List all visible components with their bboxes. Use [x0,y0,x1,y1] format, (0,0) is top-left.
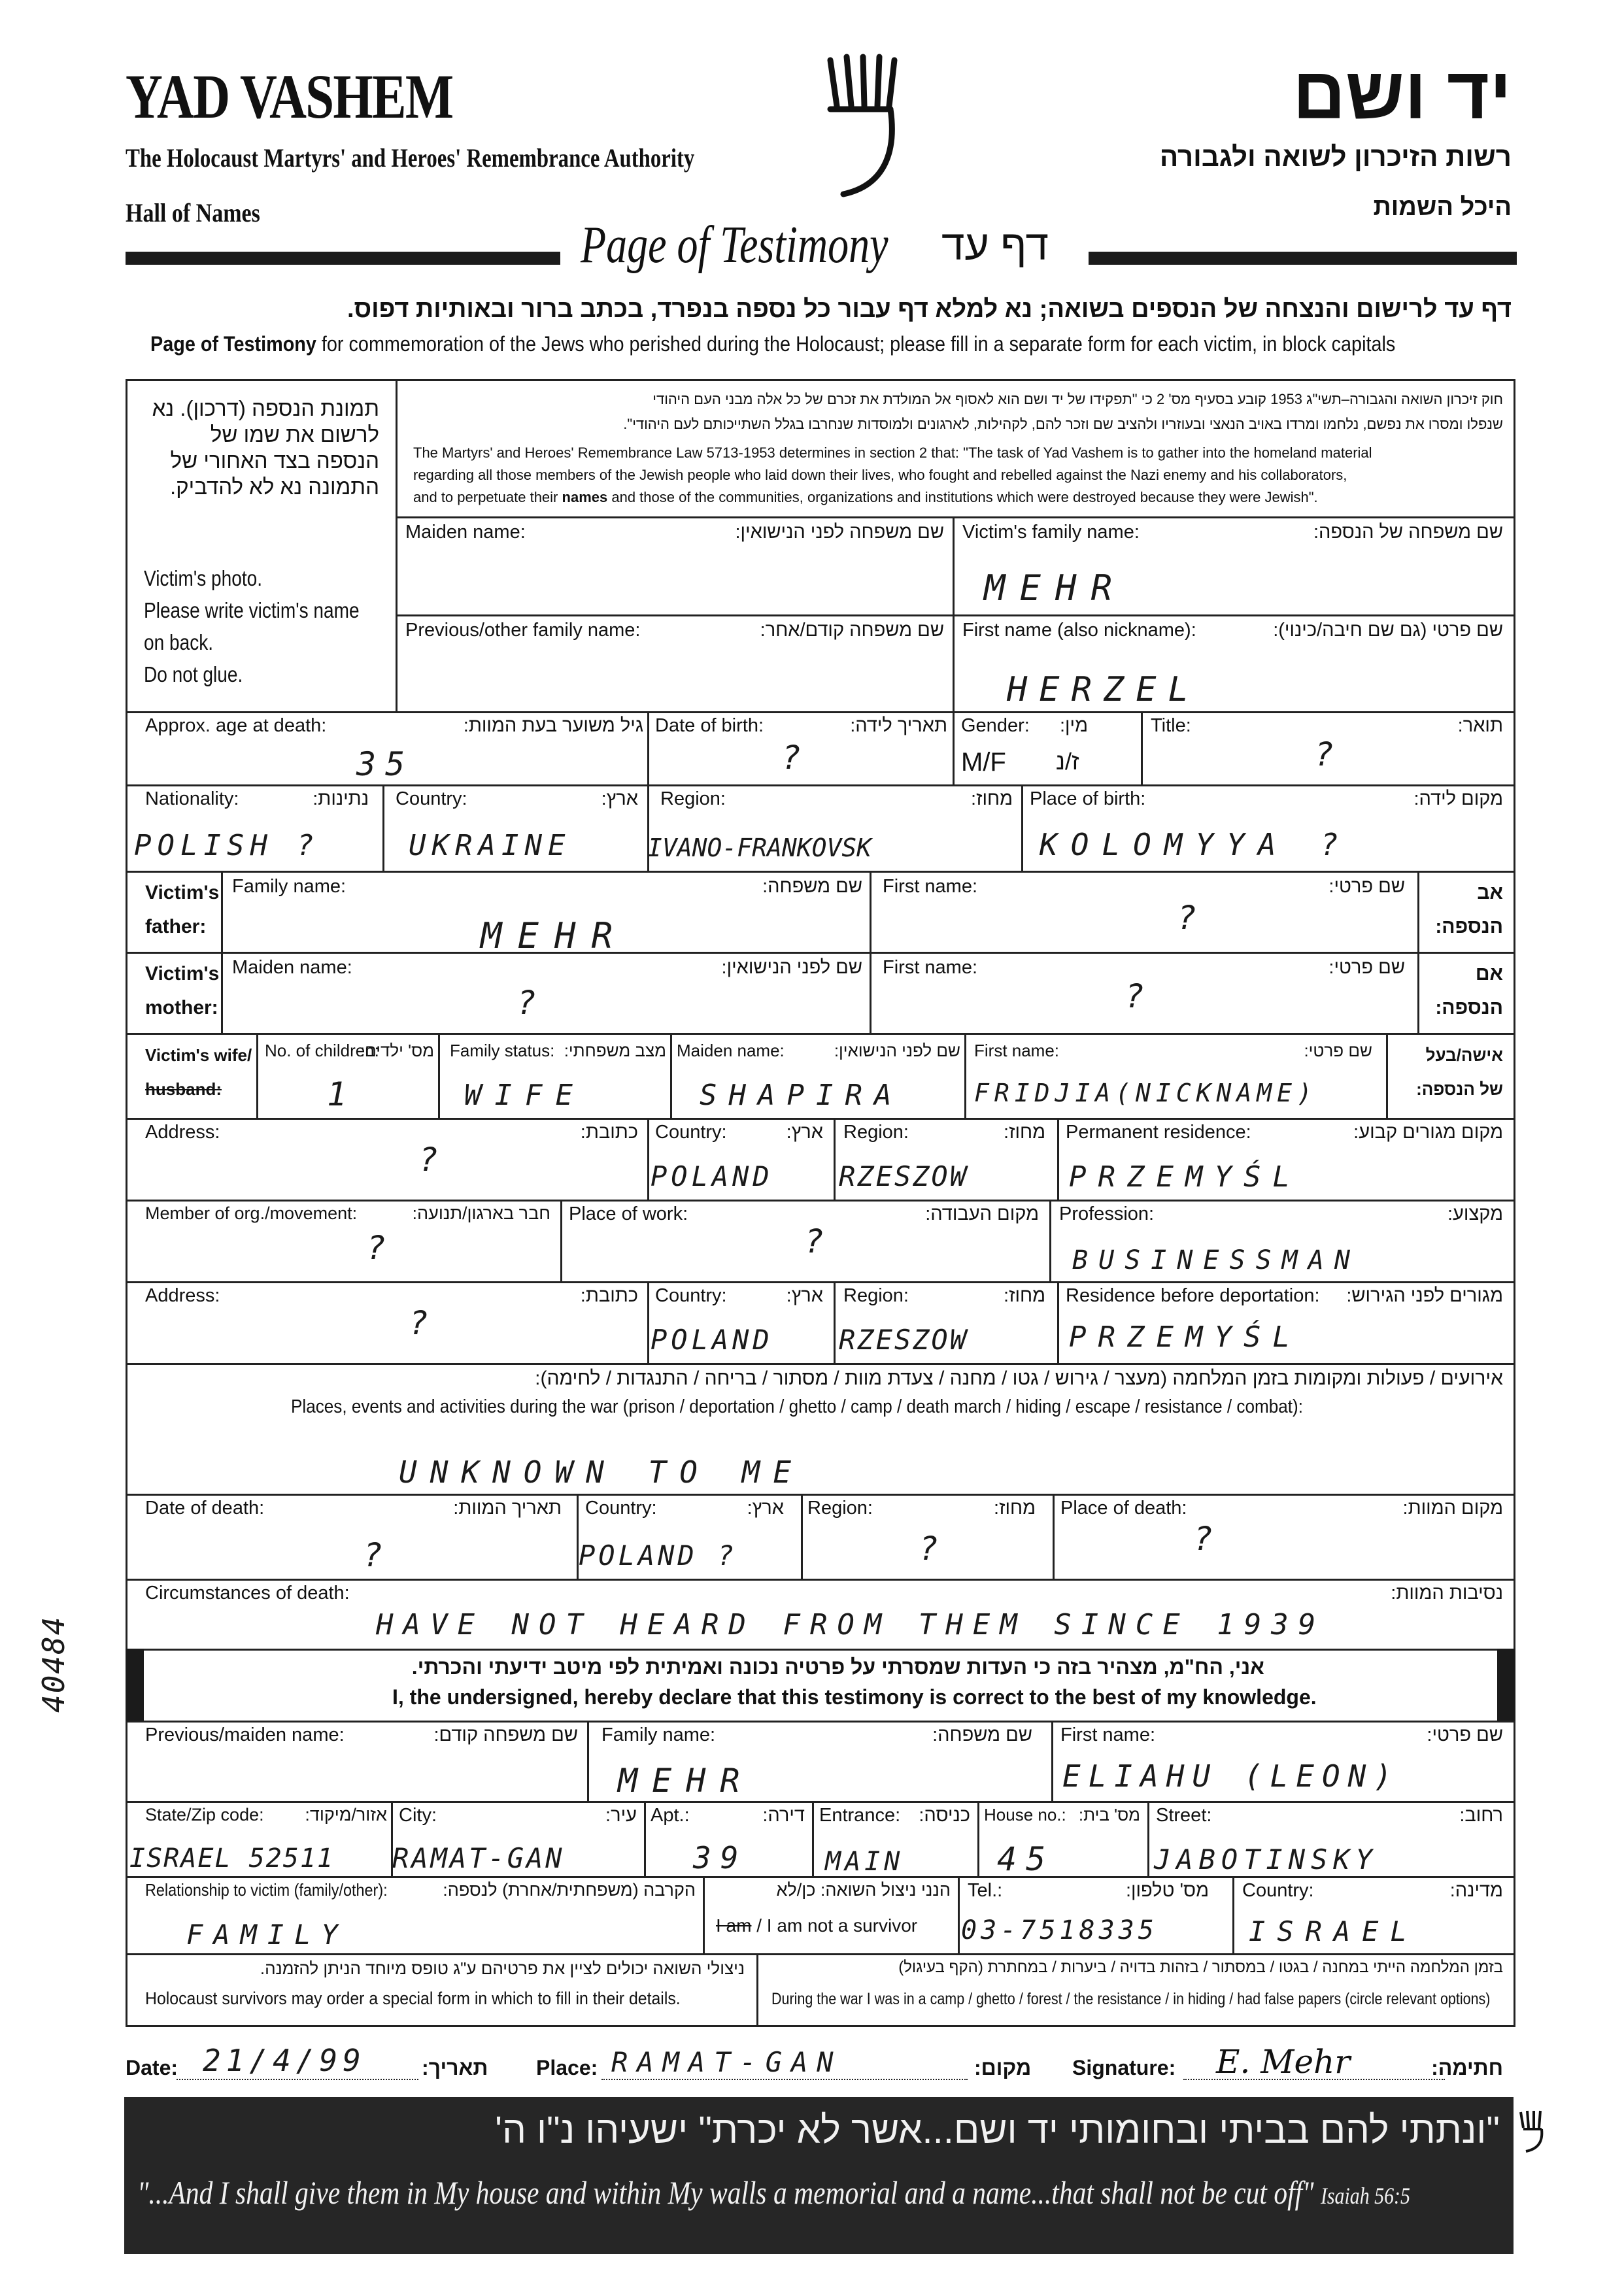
member-label-he: חבר בארגון/תנועה: [412,1203,550,1223]
footnote-left-en: Holocaust survivors may order a special form in which to fill in their details. [145,1989,681,2008]
death-divider-2 [801,1494,803,1579]
city-label-he: עיר: [605,1805,637,1826]
dep-region-label-he: מחוז: [1004,1285,1045,1306]
father-first-label: First name: [883,876,978,897]
dep-country-value[interactable]: POLAND [651,1324,773,1356]
apt-label: Apt.: [651,1805,690,1826]
row-divider-8 [126,1200,1515,1202]
street-label: Street: [1156,1805,1212,1826]
father-label-he-2: הנספה: [1435,916,1503,937]
place-label: Place: [536,2056,598,2079]
mother-first-value[interactable]: ? [1125,977,1154,1015]
instructions-en [150,332,1395,356]
sub-first-value[interactable]: ELIAHU (LEON) [1062,1758,1400,1794]
age-label: Approx. age at death: [145,715,327,736]
country-label-he: ארץ: [601,788,638,809]
sub-prev-label: Previous/maiden name: [145,1724,345,1745]
death-country-label-he: ארץ: [747,1498,784,1519]
law-en-line-1: The Martyrs' and Heroes' Remembrance Law 5713-1953 determines in section 2 that: "The task of Yad Vashem is to gather into the homeland material [413,445,1372,461]
prev-family-name-field[interactable] [399,647,948,709]
father-family-value[interactable]: MEHR [481,915,629,956]
mother-maiden-label: Maiden name: [232,957,352,978]
row-divider-11 [126,1494,1515,1496]
signature-label: Signature: [1072,2056,1176,2079]
row-divider-4 [126,871,1515,873]
pob-label: Place of birth: [1030,788,1146,809]
res-country-label: Country: [655,1122,727,1143]
dob-value[interactable]: ? [781,739,811,777]
maiden-name-label: Maiden name: [405,522,526,543]
addr-divider-2 [834,1118,836,1200]
street-value[interactable]: JABOTINSKY [1154,1843,1378,1875]
father-first-label-he: שם פרטי: [1328,876,1405,897]
circumstances-label-he: נסיבות המוות: [1391,1583,1503,1604]
region-label: Region: [660,788,726,809]
row-divider-9 [126,1281,1515,1283]
prev-family-name-label-he: שם משפחה קודם/אחר: [760,620,944,641]
row-divider-13 [126,1649,1515,1651]
row-divider-5 [126,952,1515,954]
father-label-2: father: [145,916,207,937]
row-divider-15 [126,1801,1515,1803]
dep-res-value[interactable]: PRZEMYŚL [1069,1320,1302,1354]
mother-maiden-value[interactable]: ? [516,984,546,1022]
tel-label: Tel.: [968,1880,1003,1901]
sub-family-label-he: שם משפחה: [932,1724,1032,1745]
survivor-option-not[interactable]: / I am not a survivor [756,1915,918,1936]
region-label-he: מחוז: [971,788,1013,809]
res-region-label: Region: [843,1122,909,1143]
dob-divider [953,711,955,784]
member-label: Member of org./movement: [145,1203,358,1223]
dep-divider-2 [834,1281,836,1363]
mother-label-1: Victim's [145,963,220,984]
circumstances-value[interactable]: HAVE NOT HEARD FROM THEM SINCE 1939 [376,1608,1326,1641]
profession-value[interactable]: BUSINESSMAN [1072,1245,1361,1275]
victim-family-name-label: Victim's family name: [962,522,1140,543]
nationality-label: Nationality: [145,788,239,809]
row-divider-16 [126,1876,1515,1878]
date-value[interactable]: 21/4/99 [203,2043,366,2078]
death-place-label-he: מקום המוות: [1402,1498,1503,1519]
death-date-value[interactable]: ? [363,1536,392,1574]
prev-family-name-label: Previous/other family name: [405,620,641,641]
title-band-right [1089,252,1517,265]
law-he-line-2: שנפלו ומסרו את נפשם, נלחמו ומרדו באויב הנאצי ובעוזריו ולהציב שם וזכר להם, לקהילות, לארגונים ולמוסדות שנחרבו בגלל השתייכותם לעם היהודי". [623,416,1503,432]
law-en-line-3b: names [562,489,608,505]
sub-country-label: Country: [1242,1880,1314,1901]
workplace-label: Place of work: [569,1203,688,1224]
name-col-divider [953,516,955,711]
spouse-maiden-value[interactable]: SHAPIRA [700,1079,904,1112]
row-divider-10 [126,1363,1515,1365]
street-label-he: רחוב: [1459,1805,1503,1826]
death-country-label: Country: [585,1498,657,1519]
member-divider-1 [560,1200,562,1281]
nationality-divider [382,784,384,871]
mother-label [145,957,219,1025]
spouse-first-value[interactable]: FRIDJIA(NICKNAME) [974,1079,1317,1107]
title-label: Title: [1151,715,1191,736]
spouse-first-divider [1386,1033,1388,1118]
father-label-he [1435,876,1503,944]
gender-value-he: ז/נ [1056,748,1079,775]
first-name-label: First name (also nickname): [962,620,1196,641]
address-value[interactable]: ? [418,1141,448,1179]
row-divider-3 [126,784,1515,786]
dep-region-value[interactable]: RZESZOW [839,1324,969,1356]
yad-vashem-logo [817,47,909,204]
perm-res-label: Permanent residence: [1066,1122,1251,1143]
photo-en-line-2: Please write victim's name [144,598,360,622]
photo-instructions-he: תמונת הנספה (דרכון). נא לרשום את שמו של הנספה בצד האחורי של התמונה נא לא להדביק. [152,396,379,499]
res-region-label-he: מחוז: [1004,1122,1045,1143]
gender-label: Gender: [961,715,1030,736]
survivor-label [716,1915,917,1936]
row-divider-17 [126,1953,1515,1955]
law-en-line-3a: and to perpetuate their [413,489,558,505]
zip-divider-3 [812,1801,814,1876]
photo-en-line-4: Do not glue. [144,662,243,686]
entrance-label-he: כניסה: [919,1805,970,1826]
dep-address-label: Address: [145,1285,220,1306]
declaration-left-bar [126,1649,144,1721]
first-name-value[interactable]: HERZEL [1007,670,1200,709]
city-value[interactable]: RAMAT-GAN [392,1842,565,1874]
archive-number: 40484 [36,1615,71,1713]
sub-divider-1 [587,1721,589,1801]
workplace-value[interactable]: ? [804,1222,834,1260]
photo-en-line-1: Victim's photo. [144,566,263,590]
sub-prev-label-he: שם משפחה קודם: [433,1724,578,1745]
org-name-he: יד ושם [1293,52,1512,134]
footnote-right-he: בזמן המלחמה הייתי במחנה / בגטו / במסתור / בזהות בדויה / ביערות / במחתרת (הקף בעיגול) [898,1958,1503,1976]
perm-res-label-he: מקום מגורים קבוע: [1353,1122,1503,1143]
banner-quote-en [137,2174,1410,2211]
zip-divider-5 [1147,1801,1149,1876]
form-border-top [126,379,1515,381]
father-first-value[interactable]: ? [1177,899,1206,937]
mother-first-label-he: שם פרטי: [1328,957,1405,978]
nationality-value[interactable]: POLISH ? [134,829,320,862]
law-he-line-1: חוק זיכרון השואה והגבורה–תשי"ג 1953 קובע בסעיף מס' 2 כי "תפקידו של יד ושם הוא לאסוף אל המולדת את זכרם של כל אלה מבני העם היהודי [652,391,1503,407]
spouse-label-he [1416,1038,1503,1106]
zip-label-he: אזור/מיקוד: [305,1805,387,1824]
father-label [145,876,219,944]
row-divider-12 [126,1579,1515,1581]
father-label-1: Victim's [145,882,220,903]
title-band-left [126,252,560,265]
mother-first-label: First name: [883,957,978,978]
tel-label-he: מס' טלפון: [1125,1880,1209,1901]
addr-divider-3 [1057,1118,1059,1200]
dep-address-label-he: כתובת: [580,1285,638,1306]
photo-box-divider [396,379,398,711]
res-country-value[interactable]: POLAND [651,1160,773,1192]
res-country-label-he: ארץ: [786,1122,823,1143]
signature-value[interactable]: E. Mehr [1216,2043,1351,2081]
law-en-line-3 [413,486,1372,509]
tel-value[interactable]: 03-7518335 [961,1915,1158,1945]
foot-divider [756,1953,758,2025]
place-label-he: מקום: [974,2056,1032,2079]
date-label-he: תאריך: [422,2056,488,2079]
date-label: Date: [126,2056,178,2079]
entrance-label: Entrance: [819,1805,901,1826]
family-status-value[interactable]: WIFE [464,1079,586,1112]
spouse-label-he-2: של הנספה: [1416,1079,1503,1099]
spouse-maiden-label-he: שם לפני הנישואין: [834,1041,960,1060]
dep-region-label: Region: [843,1285,909,1306]
mother-maiden-label-he: שם לפני הנישואין: [721,957,862,978]
status-divider [670,1033,672,1118]
law-en [413,442,1372,509]
death-region-value[interactable]: ? [919,1530,948,1568]
place-underline [601,2079,968,2080]
family-status-label: Family status: [450,1041,555,1060]
country-value[interactable]: UKRAINE [409,829,571,862]
city-label: City: [399,1805,437,1826]
declaration-en: I, the undersigned, hereby declare that this testimony is correct to the best of my knowledge. [392,1685,1317,1709]
dep-divider-1 [647,1281,649,1363]
children-value[interactable]: 1 [327,1075,356,1113]
age-divider [647,711,649,784]
page-title-en: Page of Testimony [581,216,888,274]
banner-logo-icon [1517,2108,1548,2154]
pob-value[interactable]: KOLOMYYA ? [1040,827,1351,862]
hall-of-names-en: Hall of Names [126,198,260,227]
rel-divider-3 [1232,1876,1234,1953]
death-place-label: Place of death: [1060,1498,1187,1519]
pob-label-he: מקום לידה: [1413,788,1503,809]
victim-family-name-value[interactable]: MEHR [984,567,1127,609]
maiden-name-field[interactable] [399,549,948,611]
spouse-first-label-he: שם פרטי: [1304,1041,1372,1060]
relationship-value[interactable]: FAMILY [186,1919,348,1951]
apt-value[interactable]: 39 [693,1840,748,1875]
row-divider-14 [126,1721,1515,1723]
row-divider-2 [126,711,1515,713]
sub-family-value[interactable]: MEHR [618,1762,754,1800]
mother-label-2: mother: [145,997,218,1018]
form-border-right [1514,379,1515,2026]
instructions-he: דף עד לרישום והנצחה של הנספים בשואה; נא למלא דף עבור כל נספה בנפרד, בכתב ברור ובאותיות דפוס. [347,295,1512,323]
declaration-right-bar [1497,1649,1515,1721]
gender-divider [1141,711,1143,784]
banner-quote-he: "ונתתי להם בביתי ובחומותי יד ושם...אשר לא יכרת" ישעיהו נ"ו ה' [495,2109,1500,2151]
zip-divider-4 [977,1801,979,1876]
apt-label-he: דירה: [762,1805,805,1826]
house-no-label-he: מס' בית: [1078,1805,1140,1824]
children-label-he: מס' ילדים: [360,1041,434,1060]
dep-country-label: Country: [655,1285,727,1306]
title-value[interactable]: ? [1314,735,1344,773]
dep-res-label-he: מגורים לפני הגירוש: [1346,1285,1503,1306]
workplace-label-he: מקום העבודה: [925,1203,1039,1224]
title-label-he: תואר: [1457,715,1503,736]
footnote-left-he: ניצולי השואה יכולים לציין את פרטיהם ע"ג טופס מיוחד הניתן להזמנה. [260,1958,745,1978]
house-no-value[interactable]: 45 [997,1840,1055,1878]
law-en-line-3c: and those of the communities, organizations and institutions which were destroyed because they were Jewish". [611,489,1318,505]
spouse-label-2: husband: [145,1079,222,1099]
perm-res-value[interactable]: PRZEMYŚL [1069,1160,1302,1194]
country-label: Country: [396,788,467,809]
res-region-value[interactable]: RZESZOW [839,1160,969,1192]
org-name-en: YAD VASHEM [126,61,453,131]
children-divider [438,1033,440,1118]
mother-label-he-2: הנספה: [1435,997,1503,1018]
dob-label: Date of birth: [655,715,764,736]
rel-divider-2 [958,1876,960,1953]
spouse-maiden-label: Maiden name: [677,1041,785,1060]
sub-divider-2 [1051,1721,1053,1801]
death-divider-3 [1053,1494,1055,1579]
instructions-en-text: for commemoration of the Jews who perished during the Holocaust; please fill in a separate form for each victim, in block capitals [321,332,1396,356]
law-en-line-2: regarding all those members of the Jewish people who laid down their lives, who fought and rebelled against the Nazi enemy and his collaborators, [413,467,1347,483]
mother-label-he [1435,957,1503,1025]
addr-divider-1 [647,1118,649,1200]
spouse-label [145,1038,252,1106]
form-border-left [126,379,127,2026]
declaration-he: אני, הח"מ, מצהיר בזה כי העדות שמסרתי על פרטיה נכונה ואמיתית לפי מיטב ידיעתי והכרתי. [411,1655,1264,1679]
row-divider-1 [396,614,1515,616]
page-title-he: דף עד [941,222,1049,269]
maiden-name-label-he: שם משפחה לפני הנישואין: [735,522,944,543]
org-subtitle-he: רשות הזיכרון לשואה ולגבורה [1159,141,1512,172]
sub-first-label-he: שם פרטי: [1427,1724,1503,1745]
sub-country-label-he: מדינה: [1449,1880,1503,1901]
spouse-first-label: First name: [974,1041,1060,1060]
gender-label-he: מין: [1059,715,1088,736]
zip-label: State/Zip code: [145,1805,264,1824]
profession-label: Profession: [1059,1203,1155,1224]
father-family-label-he: שם משפחה: [762,876,862,897]
circumstances-label: Circumstances of death: [145,1583,350,1604]
photo-instructions-en [144,562,360,690]
children-label: No. of children: [265,1041,379,1060]
survivor-label-he: הנני ניצול השואה: כן/לא [776,1880,951,1900]
gender-value[interactable]: M/F [961,748,1006,777]
banner-quote-ref: Isaiah 56:5 [1320,2183,1410,2209]
date-underline [177,2079,418,2080]
hall-of-names-he: היכל השמות [1373,193,1512,221]
law-he [623,387,1503,437]
house-no-label: House no.: [984,1805,1066,1824]
dep-res-label: Residence before deportation: [1066,1285,1320,1306]
dep-divider-3 [1057,1281,1059,1363]
profession-label-he: מקצוע: [1447,1203,1503,1224]
death-date-label-he: תאריך המוות: [453,1498,562,1519]
law-divider [396,516,1515,518]
survivor-option-struck[interactable]: I am [716,1915,752,1936]
death-region-label-he: מחוז: [994,1498,1036,1519]
spouse-label-he-1: אישה/בעל [1425,1045,1503,1065]
sub-country-value[interactable]: ISRAEL [1249,1915,1419,1947]
sub-first-label: First name: [1060,1724,1156,1745]
death-place-value[interactable]: ? [1193,1520,1223,1558]
address-label-he: כתובת: [580,1122,638,1143]
death-country-value[interactable]: POLAND ? [579,1539,737,1572]
spouse-maiden-divider [964,1033,966,1118]
age-value[interactable]: 35 [356,745,414,783]
region-divider [1021,784,1023,871]
war-value[interactable]: UNKNOWN TO ME [399,1454,805,1490]
first-name-label-he: שם פרטי (גם שם חיבה/כינוי): [1273,620,1503,641]
dep-country-label-he: ארץ: [786,1285,823,1306]
father-label-he-1: אב [1477,882,1503,903]
zip-divider-2 [644,1801,646,1876]
banner-quote-en-text: "...And I shall give them in My house and within My walls a memorial and a name...that shall not be cut off" [137,2174,1314,2211]
spouse-label-divider [256,1033,258,1118]
zip-value[interactable]: ISRAEL 52511 [129,1843,334,1874]
member-divider-2 [1049,1200,1051,1281]
dep-address-value[interactable]: ? [409,1304,438,1342]
death-date-label: Date of death: [145,1498,265,1519]
relationship-label-he: הקרבה (משפחתית/אחרת) לנספה: [443,1880,696,1900]
address-label: Address: [145,1122,220,1143]
row-divider-6 [126,1033,1515,1035]
sub-family-label: Family name: [601,1724,716,1745]
family-status-label-he: מצב משפחתי: [564,1041,666,1060]
father-family-label: Family name: [232,876,347,897]
place-value[interactable]: RAMAT-GAN [611,2046,843,2078]
dob-label-he: תאריך לידה: [850,715,947,736]
spouse-label-1: Victim's wife/ [145,1045,252,1065]
mother-label-he-1: אם [1475,963,1503,984]
region-value[interactable]: IVANO-FRANKOVSK [647,833,872,862]
age-label-he: גיל משוער בעת המוות: [463,715,643,736]
relationship-label: Relationship to victim (family/other): [145,1880,388,1900]
signature-label-he: חתימה: [1431,2056,1503,2079]
victim-family-name-label-he: שם משפחה של הנספה: [1313,522,1503,543]
footnote-right-en: During the war I was in a camp / ghetto / forest / the resistance / in hiding / had false papers (circle relevant options) [771,1990,1491,2008]
instructions-en-bold: Page of Testimony [150,332,316,356]
war-label-en: Places, events and activities during the war (prison / deportation / ghetto / camp / death march / hiding / escape / resistance / combat): [291,1396,1303,1417]
org-subtitle-en: The Holocaust Martyrs' and Heroes' Remembrance Authority [126,143,695,173]
entrance-value[interactable]: MAIN [825,1847,904,1877]
form-border-bottom [126,2025,1515,2027]
member-value[interactable]: ? [366,1229,396,1267]
rel-divider-1 [703,1876,705,1953]
photo-en-line-3: on back. [144,630,214,654]
death-region-label: Region: [807,1498,873,1519]
nationality-label-he: נתינות: [313,788,369,809]
war-label-he: אירועים / פעולות ומקומות בזמן המלחמה (מעצר / גירוש / גטו / מחנה / צעדת מוות / מסתור / בריחה / התנגדות / לחימה): [535,1368,1503,1389]
row-divider-7 [126,1118,1515,1120]
